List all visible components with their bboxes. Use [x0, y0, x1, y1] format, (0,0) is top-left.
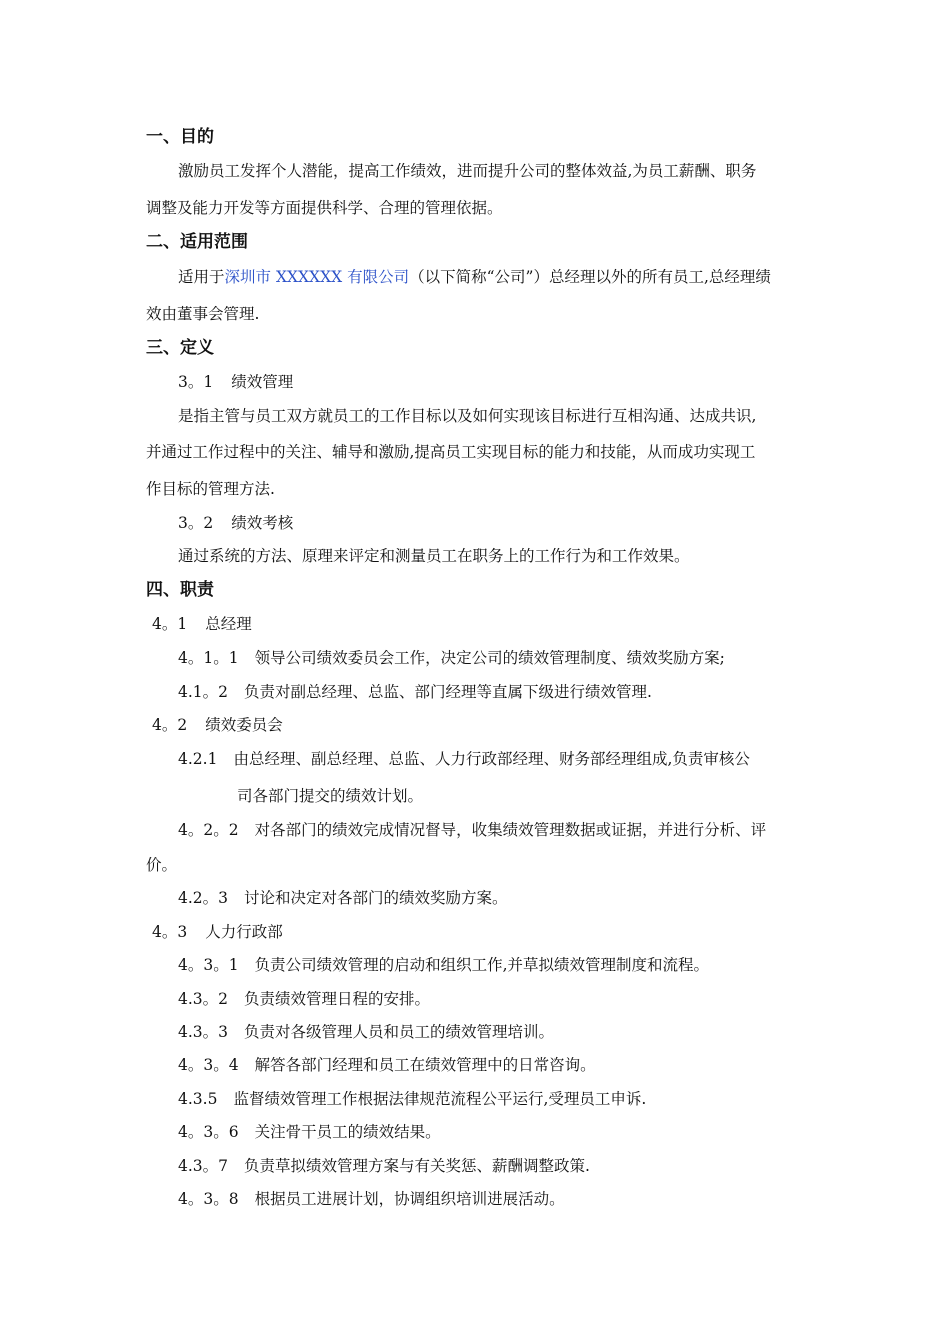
item-4-3-4-number: 4。3。4	[178, 1056, 239, 1074]
item-4-2-1	[178, 749, 750, 769]
section-3-heading: 三、定义	[146, 338, 214, 358]
item-4-2-3-text: 讨论和决定对各部门的绩效奖励方案。	[244, 889, 508, 907]
definition-3-1-title: 绩效管理	[231, 373, 294, 391]
group-4-3-number: 4。3	[152, 923, 188, 941]
item-4-2-2-text-cont: 价。	[146, 856, 178, 874]
item-4-3-2-text: 负责绩效管理日程的安排。	[244, 990, 431, 1008]
item-4-3-2-number: 4.3。2	[178, 990, 229, 1008]
scope-text-prefix: 适用于	[178, 268, 225, 286]
item-4-3-3	[178, 1022, 554, 1042]
definition-3-1-line-1: 是指主管与员工双方就员工的工作目标以及如何实现该目标进行互相沟通、达成共识,	[178, 407, 757, 425]
group-4-1-heading	[152, 614, 252, 634]
item-4-3-4	[178, 1055, 596, 1075]
definition-3-2-number: 3。2	[178, 514, 214, 532]
item-4-3-5	[178, 1089, 646, 1109]
item-4-3-6-number: 4。3。6	[178, 1123, 239, 1141]
item-4-3-7	[178, 1156, 590, 1176]
item-4-3-4-text: 解答各部门经理和员工在绩效管理中的日常咨询。	[254, 1056, 596, 1074]
item-4-3-8-text: 根据员工进展计划，协调组织培训进展活动。	[254, 1190, 565, 1208]
group-4-2-number: 4。2	[152, 716, 188, 734]
section-1-paragraph-line-1: 激励员工发挥个人潜能，提高工作绩效，进而提升公司的整体效益,为员工薪酬、职务	[178, 162, 757, 180]
item-4-3-8-number: 4。3。8	[178, 1190, 239, 1208]
section-4-heading: 四、职责	[146, 580, 214, 600]
item-4-1-1-text: 领导公司绩效委员会工作，决定公司的绩效管理制度、绩效奖励方案;	[254, 649, 725, 667]
item-4-3-6	[178, 1122, 441, 1142]
item-4-3-6-text: 关注骨干员工的绩效结果。	[254, 1123, 441, 1141]
item-4-1-1	[178, 648, 725, 668]
item-4-3-3-text: 负责对各级管理人员和员工的绩效管理培训。	[244, 1023, 555, 1041]
group-4-2-heading	[152, 715, 283, 735]
item-4-1-2-text: 负责对副总经理、总监、部门经理等直属下级进行绩效管理.	[244, 683, 652, 701]
item-4-2-1-text-cont: 司各部门提交的绩效计划。	[237, 787, 424, 805]
item-4-3-5-text: 监督绩效管理工作根据法律规范流程公平运行,受理员工申诉.	[233, 1090, 647, 1108]
item-4-3-3-number: 4.3。3	[178, 1023, 229, 1041]
definition-3-2-heading	[178, 513, 293, 533]
item-4-2-3	[178, 888, 508, 908]
group-4-3-title: 人力行政部	[205, 923, 283, 941]
item-4-2-3-number: 4.2。3	[178, 889, 229, 907]
item-4-3-1-number: 4。3。1	[178, 956, 239, 974]
item-4-1-2	[178, 682, 652, 702]
group-4-1-number: 4。1	[152, 615, 188, 633]
item-4-2-2-number: 4。2。2	[178, 821, 239, 839]
section-1-paragraph-line-2: 调整及能力开发等方面提供科学、合理的管理依据。	[146, 199, 503, 217]
definition-3-1-line-3: 作目标的管理方法.	[146, 480, 275, 498]
definition-3-2-line-1: 通过系统的方法、原理来评定和测量员工在职务上的工作行为和工作效果。	[178, 547, 690, 565]
definition-3-1-number: 3。1	[178, 373, 214, 391]
item-4-2-1-text: 由总经理、副总经理、总监、人力行政部经理、财务部经理组成,负责审核公	[233, 750, 750, 768]
definition-3-1-line-2: 并通过工作过程中的关注、辅导和激励,提高员工实现目标的能力和技能，从而成功实现工	[146, 443, 756, 461]
section-2-paragraph-line-1	[178, 267, 771, 287]
definition-3-1-heading	[178, 372, 293, 392]
item-4-3-1-text: 负责公司绩效管理的启动和组织工作,并草拟绩效管理制度和流程。	[254, 956, 710, 974]
item-4-2-2-text: 对各部门的绩效完成情况督导，收集绩效管理数据或证据，并进行分析、评	[254, 821, 767, 839]
group-4-2-title: 绩效委员会	[205, 716, 283, 734]
item-4-3-7-number: 4.3。7	[178, 1157, 229, 1175]
section-2-heading: 二、适用范围	[146, 232, 248, 252]
item-4-1-2-number: 4.1。2	[178, 683, 229, 701]
definition-3-2-title: 绩效考核	[231, 514, 294, 532]
item-4-3-5-number: 4.3.5	[178, 1090, 218, 1108]
scope-text-suffix: （以下简称“公司”）总经理以外的所有员工,总经理绩	[409, 268, 771, 286]
item-4-2-2	[178, 820, 766, 840]
section-2-paragraph-line-2: 效由董事会管理.	[146, 305, 260, 323]
item-4-3-7-text: 负责草拟绩效管理方案与有关奖惩、薪酬调整政策.	[244, 1157, 590, 1175]
item-4-3-2	[178, 989, 430, 1009]
item-4-2-1-number: 4.2.1	[178, 750, 218, 768]
group-4-3-heading	[152, 922, 283, 942]
group-4-1-title: 总经理	[205, 615, 252, 633]
company-name-link[interactable]: 深圳市 XXXXXX 有限公司	[224, 268, 410, 286]
section-1-heading: 一、目的	[146, 127, 214, 147]
item-4-3-8	[178, 1189, 565, 1209]
item-4-1-1-number: 4。1。1	[178, 649, 239, 667]
item-4-3-1	[178, 955, 709, 975]
